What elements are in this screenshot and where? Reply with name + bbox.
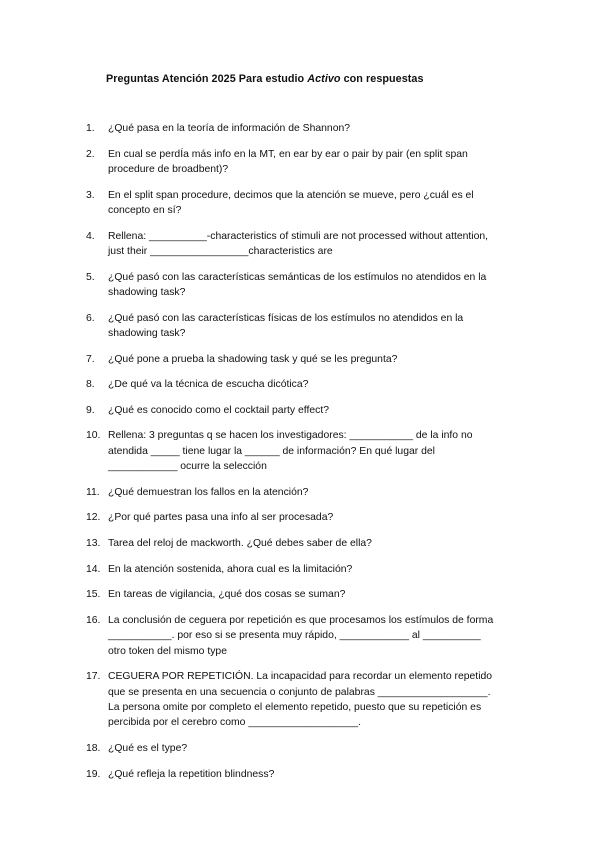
question-list [86, 121, 536, 792]
question-text-line: CEGUERA POR REPETICIÓN. La incapacidad para recordar un elemento repetido [108, 671, 493, 683]
title-emphasis: Activo [307, 73, 341, 85]
question-number: 16. [86, 614, 101, 626]
list-item [86, 536, 536, 551]
question-text-line: Tarea del reloj de mackworth. ¿Qué debes saber de ella? [108, 537, 372, 549]
question-text-line: Rellena: 3 preguntas q se hacen los investigadores: ___________ de la info no [108, 430, 473, 442]
list-item [86, 428, 536, 474]
question-number: 10. [86, 430, 101, 442]
question-text-line: otro token del mismo type [108, 645, 227, 657]
question-number: 5. [86, 271, 95, 283]
question-text-line: ¿Qué pasó con las características semánticas de los estímulos no atendidos en la [108, 271, 487, 283]
question-text-line: En cual se perdÍa más info en la MT, en ear by ear o pair by pair (en split span [108, 148, 468, 160]
question-text-line: ¿Qué demuestran los fallos en la atención? [108, 486, 309, 498]
page-title [106, 73, 424, 85]
list-item [86, 403, 536, 418]
question-text-line: shadowing task? [108, 287, 186, 298]
question-number: 7. [86, 353, 95, 365]
question-number: 1. [86, 123, 95, 134]
question-text-line: ¿Qué es el type? [108, 742, 188, 754]
question-number: 17. [86, 671, 101, 683]
title-suffix: con respuestas [340, 73, 424, 85]
list-item [86, 229, 536, 260]
question-text-line: que se presenta en una secuencia o conjunto de palabras ___________________. [108, 686, 491, 698]
list-item [86, 121, 536, 136]
list-item [86, 147, 536, 178]
question-number: 11. [86, 486, 100, 498]
list-item [86, 562, 536, 577]
question-number: 9. [86, 404, 95, 416]
question-text-line: just their _________________characteristics are [108, 246, 333, 257]
list-item [86, 270, 536, 301]
list-item [86, 587, 536, 602]
question-text-line: percibida por el cerebro como ___________________. [108, 717, 362, 729]
list-item [86, 767, 536, 782]
list-item [86, 741, 536, 756]
list-item [86, 377, 536, 392]
question-number: 6. [86, 312, 95, 324]
question-text-line: La persona omite por completo el elemento repetido, puesto que su repetición es [108, 701, 482, 713]
question-number: 15. [86, 589, 101, 601]
question-text-line: ___________. por eso si se presenta muy rápido, ____________ al __________ [108, 630, 481, 642]
question-text-line: shadowing task? [108, 328, 186, 339]
question-text-line: ¿Qué refleja la repetition blindness? [108, 768, 275, 780]
list-item [86, 613, 536, 659]
list-item [86, 311, 536, 342]
question-number: 14. [86, 563, 101, 575]
list-item [86, 188, 536, 219]
title-text: Preguntas Atención 2025 Para estudio [106, 73, 308, 85]
list-item [86, 352, 536, 367]
question-number: 18. [86, 742, 101, 754]
question-text-line: ¿De qué va la técnica de escucha dicótica? [108, 379, 309, 391]
question-text-line: En el split span procedure, decimos que la atención se mueve, pero ¿cuál es el [108, 189, 474, 201]
question-number: 3. [86, 189, 95, 201]
question-text-line: ____________ ocurre la selección [108, 461, 267, 473]
question-text-line: ¿Qué pasa en la teoría de información de Shannon? [108, 123, 351, 134]
question-text-line: ¿Qué pasó con las características físicas de los estímulos no atendidos en la [108, 312, 464, 324]
question-text-line: ¿Por qué partes pasa una info al ser procesada? [108, 512, 334, 524]
list-item [86, 485, 536, 500]
question-text-line: concepto en sí? [108, 205, 182, 216]
question-number: 12. [86, 512, 101, 524]
question-text-line: atendida _____ tiene lugar la ______ de información? En qué lugar del [108, 445, 435, 457]
question-text-line: ¿Qué pone a prueba la shadowing task y qué se les pregunta? [108, 353, 398, 365]
question-number: 2. [86, 148, 95, 160]
question-text-line: En la atención sostenida, ahora cual es la limitación? [108, 563, 353, 575]
list-item [86, 669, 536, 731]
question-number: 19. [86, 768, 101, 780]
question-number: 13. [86, 537, 101, 549]
question-text-line: Rellena: __________-characteristics of stimuli are not processed without attention, [108, 230, 489, 242]
question-text-line: ¿Qué es conocido como el cocktail party effect? [108, 404, 330, 416]
question-number: 8. [86, 379, 95, 391]
question-text-line: procedure de broadbent)? [108, 164, 229, 175]
question-text-line: La conclusión de ceguera por repetición es que procesamos los estímulos de forma [108, 614, 494, 626]
list-item [86, 510, 536, 525]
question-text-line: En tareas de vigilancia, ¿qué dos cosas se suman? [108, 589, 346, 601]
question-number: 4. [86, 230, 95, 242]
